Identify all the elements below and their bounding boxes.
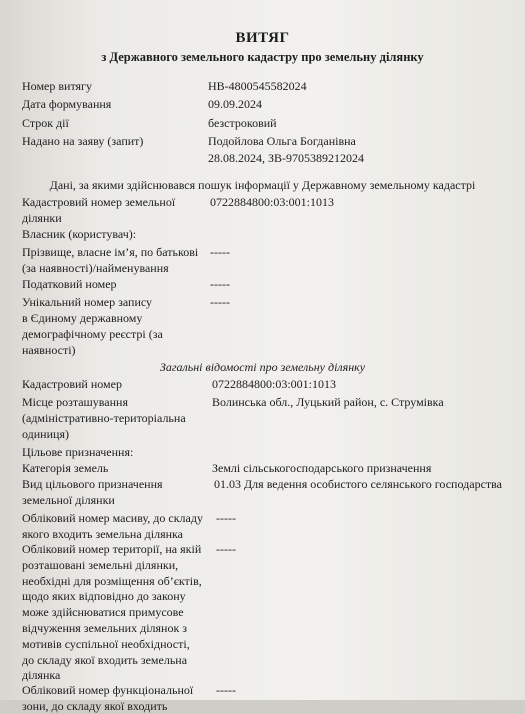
search-field-label: Унікальний номер запису [22, 295, 153, 309]
general-field-label: якого входить земельна ділянка [22, 526, 184, 541]
header-label: Номер витягу [22, 79, 92, 93]
header-label: Строк дії [22, 116, 69, 130]
general-field-label: одиниця) [22, 426, 69, 441]
general-field-value: Землі сільськогосподарського призначення [212, 461, 432, 475]
document-title: ВИТЯГ [235, 30, 290, 46]
general-field-label: Обліковий номер території, на якій [22, 542, 202, 556]
search-section-title: Дані, за якими здійснювався пошук інформації у Державному земельному кадастрі [49, 178, 476, 192]
header-label: Надано на заяву (запит) [22, 134, 144, 148]
search-field-label: Податковий номер [22, 277, 117, 291]
general-field-label: Вид цільового призначення [22, 477, 163, 491]
general-field-label: Категорія земель [22, 461, 109, 475]
header-value: Подойлова Ольга Богданівна [208, 134, 356, 148]
search-field-label: Прізвище, власне ім’я, по батькові [22, 245, 199, 259]
general-field-label: мотивів суспільної необхідності, [22, 636, 190, 651]
search-field-value: 0722884800:03:001:1013 [210, 195, 335, 209]
general-field-label: Обліковий номер функціональної [22, 683, 194, 697]
general-field-label: (адміністративно-територіальна [22, 410, 186, 425]
general-field-label: розташовані земельні ділянки, [22, 557, 179, 572]
header-label: Дата формування [22, 97, 112, 111]
general-field-label: відчуження земельних ділянок з [22, 621, 188, 635]
general-field-label: зони, до складу якої входить [22, 698, 168, 713]
general-field-label: Обліковий номер масиву, до складу [22, 511, 203, 525]
document-subtitle: з Державного земельного кадастру про земельну ділянку [101, 50, 424, 64]
search-field-label: наявності) [22, 343, 76, 357]
search-field-label: в Єдиному державному [22, 311, 143, 325]
general-field-value: ----- [216, 683, 236, 697]
header-value: НВ-4800545582024 [208, 79, 307, 93]
search-field-label: ділянки [22, 211, 62, 225]
search-field-label: Власник (користувач): [22, 227, 137, 241]
general-field-label: до складу якої входить земельна [22, 652, 188, 667]
search-field-value: ----- [210, 295, 230, 309]
header-value: безстроковий [208, 116, 277, 130]
general-field-label: щодо яких відповідно до закону [22, 589, 186, 604]
general-field-label: необхідні для розміщення об’єктів, [22, 573, 202, 588]
general-field-value: ----- [216, 542, 236, 556]
header-value: 28.08.2024, ЗВ-9705389212024 [208, 151, 365, 165]
general-field-label: земельної ділянки [22, 492, 115, 507]
general-section-title: Загальні відомості про земельну ділянку [159, 360, 366, 374]
search-field-value: ----- [210, 245, 230, 259]
general-field-label: Місце розташування [22, 395, 128, 409]
general-field-value: 0722884800:03:001:1013 [212, 377, 337, 391]
general-field-label: ділянка [22, 668, 61, 683]
search-field-label: демографічному реєстрі (за [22, 327, 163, 341]
search-field-label: (за наявності)/найменування [22, 261, 169, 275]
search-field-value: ----- [210, 277, 230, 291]
general-field-label: Кадастровий номер [22, 377, 122, 391]
general-field-value: Волинська обл., Луцький район, с. Струмівка [212, 395, 444, 409]
search-field-label: Кадастровий номер земельної [22, 195, 176, 209]
header-value: 09.09.2024 [208, 97, 262, 111]
general-field-value: ----- [216, 511, 236, 525]
general-field-value: 01.03 Для ведення особистого селянського господарства [214, 477, 502, 491]
general-field-label: Цільове призначення: [22, 445, 134, 459]
general-field-label: може здійснюватися примусове [22, 605, 184, 620]
